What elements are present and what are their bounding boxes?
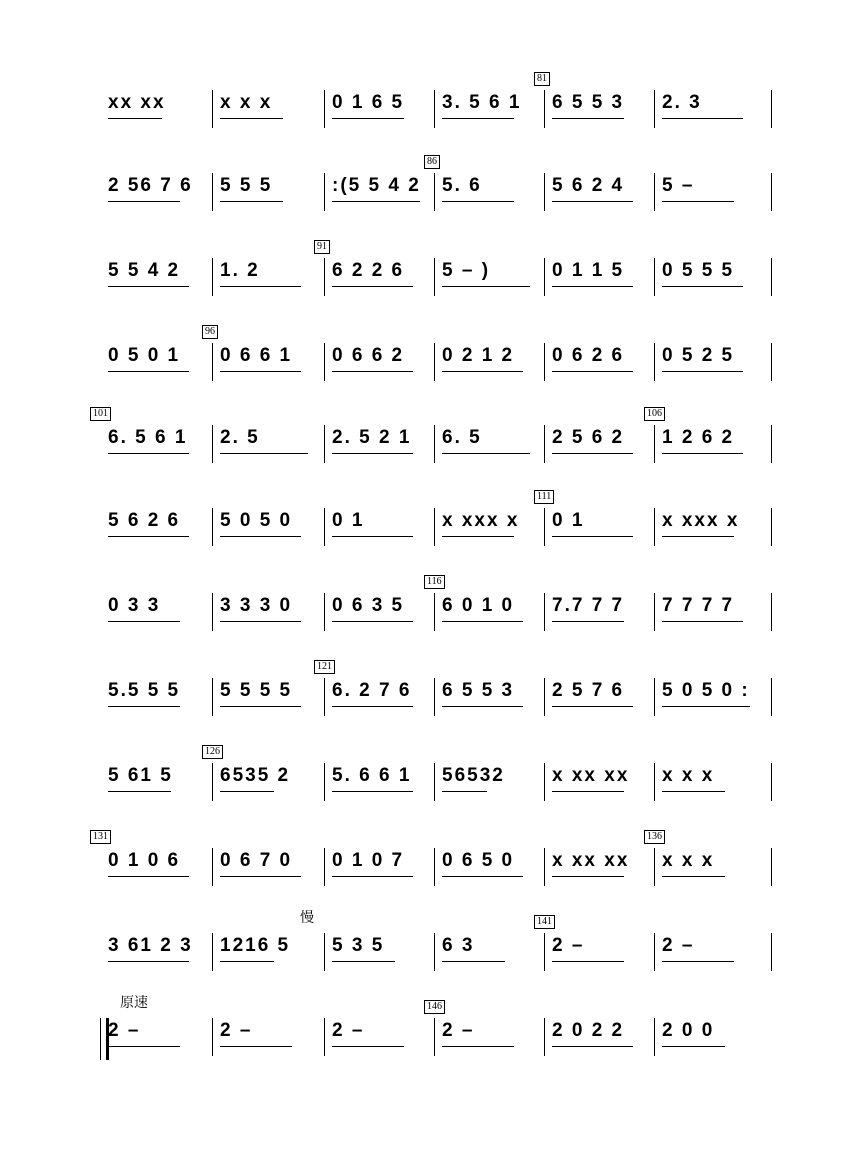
beam-underline bbox=[220, 286, 301, 287]
tempo-mark: 慢 bbox=[300, 909, 314, 925]
notes: 0 1 bbox=[332, 510, 365, 531]
notes: 5. 6 bbox=[442, 175, 482, 196]
notes: 2. 5 bbox=[220, 427, 260, 448]
beam-underline bbox=[552, 876, 624, 877]
measure bbox=[544, 260, 656, 300]
notes: 2 – bbox=[552, 935, 585, 956]
row-end-barline bbox=[771, 90, 772, 128]
beam-underline bbox=[662, 961, 734, 962]
beam-underline bbox=[220, 876, 301, 877]
measure bbox=[212, 260, 324, 300]
measure bbox=[212, 680, 324, 720]
measure bbox=[324, 427, 436, 467]
notes: 6 5 5 3 bbox=[552, 92, 625, 113]
rehearsal-number: 116 bbox=[424, 575, 445, 589]
notes: 7 7 7 7 bbox=[662, 595, 735, 616]
measure bbox=[324, 1020, 436, 1060]
measure bbox=[100, 92, 212, 132]
beam-underline bbox=[108, 706, 180, 707]
measure bbox=[654, 345, 766, 385]
beam-underline bbox=[332, 286, 413, 287]
staff-row bbox=[100, 745, 772, 815]
row-end-barline bbox=[771, 848, 772, 886]
beam-underline bbox=[442, 621, 523, 622]
measure bbox=[654, 175, 766, 215]
measure bbox=[434, 510, 546, 550]
measure bbox=[654, 260, 766, 300]
measure bbox=[212, 92, 324, 132]
beam-underline bbox=[662, 791, 725, 792]
measure bbox=[544, 765, 656, 805]
notes: 1. 2 bbox=[220, 260, 260, 281]
beam-underline bbox=[442, 876, 523, 877]
measure bbox=[324, 510, 436, 550]
measure bbox=[212, 850, 324, 890]
staff-row bbox=[100, 240, 772, 310]
beam-underline bbox=[662, 1046, 725, 1047]
beam-underline bbox=[332, 118, 404, 119]
beam-underline bbox=[332, 961, 395, 962]
notes: 5 5 4 2 bbox=[108, 260, 181, 281]
beam-underline bbox=[220, 118, 283, 119]
measure bbox=[100, 427, 212, 467]
beam-underline bbox=[552, 118, 624, 119]
row-end-barline bbox=[771, 173, 772, 211]
measure bbox=[212, 1020, 324, 1060]
measure bbox=[324, 680, 436, 720]
notes: 2 – bbox=[332, 1020, 365, 1041]
notes: 1 2 6 2 bbox=[662, 427, 735, 448]
notes: 2 – bbox=[442, 1020, 475, 1041]
notes: 2 5 6 2 bbox=[552, 427, 625, 448]
beam-underline bbox=[332, 453, 413, 454]
notes: 5 6 2 6 bbox=[108, 510, 181, 531]
measure bbox=[212, 935, 324, 975]
measure bbox=[212, 345, 324, 385]
notes: 2 0 2 2 bbox=[552, 1020, 625, 1041]
measure bbox=[100, 260, 212, 300]
beam-underline bbox=[552, 791, 624, 792]
measure bbox=[212, 510, 324, 550]
beam-underline bbox=[442, 1046, 514, 1047]
notes: 0 5 2 5 bbox=[662, 345, 735, 366]
measure bbox=[100, 510, 212, 550]
rehearsal-number: 96 bbox=[202, 325, 218, 339]
notes: 6535 2 bbox=[220, 765, 291, 786]
measure bbox=[324, 935, 436, 975]
staff-row bbox=[100, 155, 772, 225]
measure bbox=[100, 850, 212, 890]
staff-row bbox=[100, 994, 772, 1070]
rehearsal-number: 106 bbox=[644, 407, 665, 421]
beam-underline bbox=[108, 1046, 180, 1047]
measure bbox=[434, 260, 546, 300]
notes: 0 1 0 7 bbox=[332, 850, 405, 871]
beam-underline bbox=[662, 118, 743, 119]
measure bbox=[100, 680, 212, 720]
notes: 5 0 5 0 bbox=[220, 510, 293, 531]
notes: 6 5 5 3 bbox=[442, 680, 515, 701]
notes: 2 56 7 6 bbox=[108, 175, 193, 196]
notes: 5 0 5 0 : bbox=[662, 680, 750, 701]
beam-underline bbox=[332, 621, 413, 622]
beam-underline bbox=[552, 706, 633, 707]
measure bbox=[434, 92, 546, 132]
notes: 2 – bbox=[108, 1020, 141, 1041]
notes: x x x bbox=[662, 765, 715, 786]
measure bbox=[100, 345, 212, 385]
measure bbox=[544, 935, 656, 975]
notes: 0 6 6 2 bbox=[332, 345, 405, 366]
notes: 6 3 bbox=[442, 935, 475, 956]
rehearsal-number: 136 bbox=[644, 830, 665, 844]
notes: 2. 5 2 1 bbox=[332, 427, 412, 448]
beam-underline bbox=[552, 536, 633, 537]
measure bbox=[544, 510, 656, 550]
beam-underline bbox=[552, 961, 624, 962]
row-end-barline bbox=[771, 508, 772, 546]
measure bbox=[544, 427, 656, 467]
row-end-barline bbox=[771, 678, 772, 716]
measure bbox=[544, 175, 656, 215]
beam-underline bbox=[332, 536, 413, 537]
beam-underline bbox=[220, 201, 283, 202]
measure bbox=[434, 427, 546, 467]
beam-underline bbox=[220, 453, 308, 454]
beam-underline bbox=[108, 536, 189, 537]
beam-underline bbox=[332, 791, 413, 792]
beam-underline bbox=[332, 201, 420, 202]
measure bbox=[324, 595, 436, 635]
notes: 0 5 0 1 bbox=[108, 345, 181, 366]
beam-underline bbox=[332, 371, 413, 372]
notes: xx xx bbox=[108, 92, 166, 113]
beam-underline bbox=[552, 201, 633, 202]
measure bbox=[212, 595, 324, 635]
notes: 3 3 3 0 bbox=[220, 595, 293, 616]
notes: 0 6 5 0 bbox=[442, 850, 515, 871]
beam-underline bbox=[552, 371, 633, 372]
final-barline bbox=[100, 1018, 109, 1060]
staff-row bbox=[93, 830, 772, 900]
measure bbox=[100, 1020, 212, 1060]
beam-underline bbox=[220, 791, 274, 792]
notes: 6 2 2 6 bbox=[332, 260, 405, 281]
row-end-barline bbox=[771, 593, 772, 631]
measure bbox=[654, 765, 766, 805]
notes: 5 – bbox=[662, 175, 695, 196]
measure bbox=[654, 1020, 766, 1060]
beam-underline bbox=[662, 453, 743, 454]
measure bbox=[434, 1020, 546, 1060]
measure bbox=[324, 345, 436, 385]
measure bbox=[100, 595, 212, 635]
beam-underline bbox=[552, 1046, 633, 1047]
measure bbox=[434, 595, 546, 635]
rehearsal-number: 126 bbox=[202, 745, 223, 759]
beam-underline bbox=[442, 961, 505, 962]
notes: 2 5 7 6 bbox=[552, 680, 625, 701]
measure bbox=[654, 92, 766, 132]
beam-underline bbox=[220, 706, 301, 707]
beam-underline bbox=[220, 536, 301, 537]
notes: x xx xx bbox=[552, 765, 630, 786]
notes: 0 1 bbox=[552, 510, 585, 531]
measure bbox=[324, 765, 436, 805]
beam-underline bbox=[332, 876, 413, 877]
beam-underline bbox=[662, 371, 743, 372]
notes: x xxx x bbox=[662, 510, 740, 531]
measure bbox=[654, 935, 766, 975]
beam-underline bbox=[442, 791, 487, 792]
rehearsal-number: 141 bbox=[534, 915, 555, 929]
notes: 5 – ) bbox=[442, 260, 491, 281]
beam-underline bbox=[662, 201, 734, 202]
notes: 2. 3 bbox=[662, 92, 702, 113]
rehearsal-number: 131 bbox=[90, 830, 111, 844]
beam-underline bbox=[442, 371, 523, 372]
beam-underline bbox=[442, 118, 514, 119]
beam-underline bbox=[332, 1046, 404, 1047]
beam-underline bbox=[108, 201, 180, 202]
measure bbox=[324, 260, 436, 300]
notes: 1216 5 bbox=[220, 935, 291, 956]
rehearsal-number: 81 bbox=[534, 72, 550, 86]
notes: 0 6 6 1 bbox=[220, 345, 293, 366]
notes: 7.7 7 7 bbox=[552, 595, 625, 616]
measure bbox=[100, 935, 212, 975]
tempo-mark: 原速 bbox=[120, 994, 148, 1010]
beam-underline bbox=[108, 118, 162, 119]
notes: 2 – bbox=[220, 1020, 253, 1041]
notes: x x x bbox=[662, 850, 715, 871]
notes: 5. 6 6 1 bbox=[332, 765, 412, 786]
notes: 0 5 5 5 bbox=[662, 260, 735, 281]
rehearsal-number: 101 bbox=[90, 407, 111, 421]
beam-underline bbox=[220, 1046, 292, 1047]
notes: :(5 5 4 2 bbox=[332, 175, 421, 196]
notes: 0 2 1 2 bbox=[442, 345, 515, 366]
beam-underline bbox=[552, 621, 624, 622]
notes: 0 1 0 6 bbox=[108, 850, 181, 871]
rehearsal-number: 146 bbox=[424, 1000, 445, 1014]
measure bbox=[544, 680, 656, 720]
beam-underline bbox=[108, 961, 189, 962]
notes: 2 – bbox=[662, 935, 695, 956]
beam-underline bbox=[108, 371, 189, 372]
beam-underline bbox=[662, 286, 743, 287]
beam-underline bbox=[442, 536, 514, 537]
row-end-barline bbox=[771, 763, 772, 801]
notes: 0 1 6 5 bbox=[332, 92, 405, 113]
measure bbox=[654, 680, 766, 720]
measure bbox=[434, 765, 546, 805]
notes: 6 0 1 0 bbox=[442, 595, 515, 616]
notes: 3. 5 6 1 bbox=[442, 92, 522, 113]
beam-underline bbox=[662, 621, 743, 622]
measure bbox=[544, 595, 656, 635]
measure bbox=[434, 680, 546, 720]
measure bbox=[324, 175, 436, 215]
staff-row bbox=[100, 325, 772, 395]
notes: 6. 5 bbox=[442, 427, 482, 448]
beam-underline bbox=[220, 621, 301, 622]
measure bbox=[654, 850, 766, 890]
notes: 0 6 3 5 bbox=[332, 595, 405, 616]
measure bbox=[324, 92, 436, 132]
notes: 0 6 2 6 bbox=[552, 345, 625, 366]
notes: 6. 5 6 1 bbox=[108, 427, 188, 448]
measure bbox=[544, 345, 656, 385]
measure bbox=[212, 765, 324, 805]
measure bbox=[654, 595, 766, 635]
beam-underline bbox=[108, 876, 189, 877]
beam-underline bbox=[220, 371, 301, 372]
staff-row bbox=[93, 407, 772, 477]
measure bbox=[434, 345, 546, 385]
rehearsal-number: 86 bbox=[424, 155, 440, 169]
staff-row bbox=[100, 490, 772, 560]
row-end-barline bbox=[771, 343, 772, 381]
beam-underline bbox=[662, 536, 734, 537]
measure bbox=[654, 427, 766, 467]
notes: 6. 2 7 6 bbox=[332, 680, 412, 701]
notes: 5 5 5 bbox=[220, 175, 273, 196]
row-end-barline bbox=[771, 425, 772, 463]
measure bbox=[100, 175, 212, 215]
measure bbox=[212, 175, 324, 215]
rehearsal-number: 91 bbox=[314, 240, 330, 254]
row-end-barline bbox=[771, 933, 772, 971]
notes: 56532 bbox=[442, 765, 505, 786]
measure bbox=[544, 92, 656, 132]
measure bbox=[654, 510, 766, 550]
staff-row bbox=[100, 909, 772, 985]
beam-underline bbox=[662, 876, 725, 877]
beam-underline bbox=[108, 791, 171, 792]
beam-underline bbox=[552, 453, 633, 454]
staff-row bbox=[100, 660, 772, 730]
staff-row bbox=[100, 72, 772, 142]
rehearsal-number: 121 bbox=[314, 660, 335, 674]
notes: 5.5 5 5 bbox=[108, 680, 181, 701]
beam-underline bbox=[108, 621, 180, 622]
measure bbox=[212, 427, 324, 467]
notes: 0 6 7 0 bbox=[220, 850, 293, 871]
staff-row bbox=[100, 575, 772, 645]
notes: x xxx x bbox=[442, 510, 520, 531]
beam-underline bbox=[662, 706, 750, 707]
beam-underline bbox=[442, 286, 530, 287]
beam-underline bbox=[552, 286, 633, 287]
beam-underline bbox=[442, 706, 523, 707]
notes: 5 3 5 bbox=[332, 935, 385, 956]
notes: x xx xx bbox=[552, 850, 630, 871]
beam-underline bbox=[442, 453, 530, 454]
measure bbox=[100, 765, 212, 805]
beam-underline bbox=[108, 286, 189, 287]
measure bbox=[544, 1020, 656, 1060]
notes: 5 6 2 4 bbox=[552, 175, 625, 196]
beam-underline bbox=[442, 201, 514, 202]
notes: 3 61 2 3 bbox=[108, 935, 193, 956]
notes: 5 61 5 bbox=[108, 765, 173, 786]
row-end-barline bbox=[771, 258, 772, 296]
measure bbox=[434, 850, 546, 890]
notes: 0 3 3 bbox=[108, 595, 161, 616]
rehearsal-number: 111 bbox=[534, 490, 554, 504]
notes: x x x bbox=[220, 92, 273, 113]
beam-underline bbox=[332, 706, 413, 707]
measure bbox=[434, 175, 546, 215]
beam-underline bbox=[108, 453, 189, 454]
beam-underline bbox=[220, 961, 274, 962]
measure bbox=[434, 935, 546, 975]
notes: 0 1 1 5 bbox=[552, 260, 625, 281]
measure bbox=[544, 850, 656, 890]
notes: 5 5 5 5 bbox=[220, 680, 293, 701]
notes: 2 0 0 bbox=[662, 1020, 715, 1041]
measure bbox=[324, 850, 436, 890]
